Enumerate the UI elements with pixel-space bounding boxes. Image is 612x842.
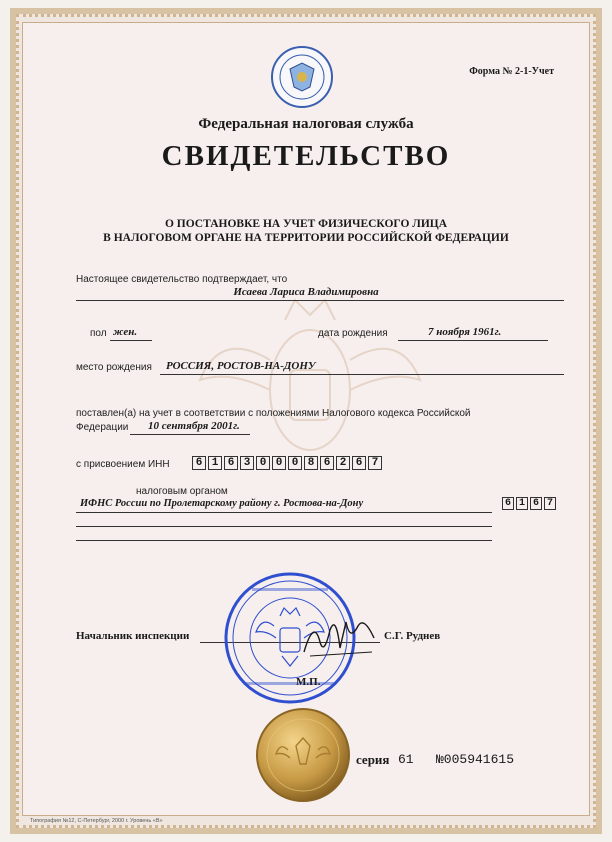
sex-value: жен. bbox=[113, 326, 138, 338]
subtitle-line-2: В НАЛОГОВОМ ОРГАНЕ НА ТЕРРИТОРИИ РОССИЙСКОЙ ФЕДЕРАЦИИ bbox=[103, 232, 509, 244]
tax-organ-code-digit: 6 bbox=[502, 497, 514, 510]
series-label: серия bbox=[356, 752, 390, 767]
document-title: СВИДЕТЕЛЬСТВО bbox=[161, 140, 451, 172]
inn-digit: 2 bbox=[336, 456, 350, 470]
inn-digit: 0 bbox=[272, 456, 286, 470]
registered-date: 10 сентября 2001г. bbox=[148, 420, 240, 432]
tax-organ-underline-2 bbox=[76, 526, 492, 527]
tax-organ-underline-1 bbox=[76, 512, 492, 513]
inn-digit: 6 bbox=[192, 456, 206, 470]
name-underline bbox=[76, 300, 564, 301]
form-number: Форма № 2-1-Учет bbox=[469, 66, 554, 77]
birthplace-underline bbox=[160, 374, 564, 375]
registered-text-line-1: поставлен(а) на учет в соответствии с положениями Налогового кодекса Российской bbox=[76, 408, 471, 419]
tax-organ-code-digit: 7 bbox=[544, 497, 556, 510]
registered-text-line-2: Федерации bbox=[76, 422, 129, 433]
person-name: Исаева Лариса Владимировна bbox=[233, 286, 379, 298]
birthdate-value: 7 ноября 1961г. bbox=[428, 326, 502, 338]
signatory-name: С.Г. Руднев bbox=[384, 630, 441, 642]
authority-name: Федеральная налоговая служба bbox=[198, 116, 414, 132]
birthdate-label: дата рождения bbox=[318, 328, 388, 339]
birthplace-label: место рождения bbox=[76, 362, 152, 373]
stamp-place-mark: М.П. bbox=[296, 676, 321, 688]
inn-digit: 6 bbox=[224, 456, 238, 470]
inn-digit: 0 bbox=[256, 456, 270, 470]
inn-digit: 8 bbox=[304, 456, 318, 470]
sex-underline bbox=[110, 340, 152, 341]
document-number: №005941615 bbox=[436, 752, 515, 767]
inn-digit: 3 bbox=[240, 456, 254, 470]
birthdate-underline bbox=[398, 340, 548, 341]
inn-label: с присвоением ИНН bbox=[76, 459, 170, 470]
tax-organ-underline-3 bbox=[76, 540, 492, 541]
sex-label: пол bbox=[90, 328, 107, 339]
fns-emblem-logo bbox=[270, 45, 334, 109]
birthplace-value: РОССИЯ, РОСТОВ-НА-ДОНУ bbox=[166, 360, 316, 372]
printer-note: Типография №12, С-Петербург, 2000 г. Уровень «В» bbox=[30, 818, 163, 824]
tax-organ-label: налоговым органом bbox=[136, 486, 228, 497]
tax-organ-value: ИФНС России по Пролетарскому району г. Ростова-на-Дону bbox=[80, 498, 364, 509]
series-value: 61 bbox=[398, 752, 414, 767]
tax-organ-code-digit: 6 bbox=[530, 497, 542, 510]
registered-date-underline bbox=[130, 434, 250, 435]
inn-digit: 1 bbox=[208, 456, 222, 470]
confirm-text: Настоящее свидетельство подтверждает, что bbox=[76, 274, 288, 285]
signatory-label: Начальник инспекции bbox=[76, 630, 190, 642]
gold-seal bbox=[254, 706, 352, 804]
subtitle-line-1: О ПОСТАНОВКЕ НА УЧЕТ ФИЗИЧЕСКОГО ЛИЦА bbox=[164, 218, 448, 230]
inn-digit: 0 bbox=[288, 456, 302, 470]
inn-digit: 6 bbox=[352, 456, 366, 470]
signature bbox=[300, 612, 380, 660]
inn-digit: 7 bbox=[368, 456, 382, 470]
inn-digit: 6 bbox=[320, 456, 334, 470]
tax-organ-code-digit: 1 bbox=[516, 497, 528, 510]
